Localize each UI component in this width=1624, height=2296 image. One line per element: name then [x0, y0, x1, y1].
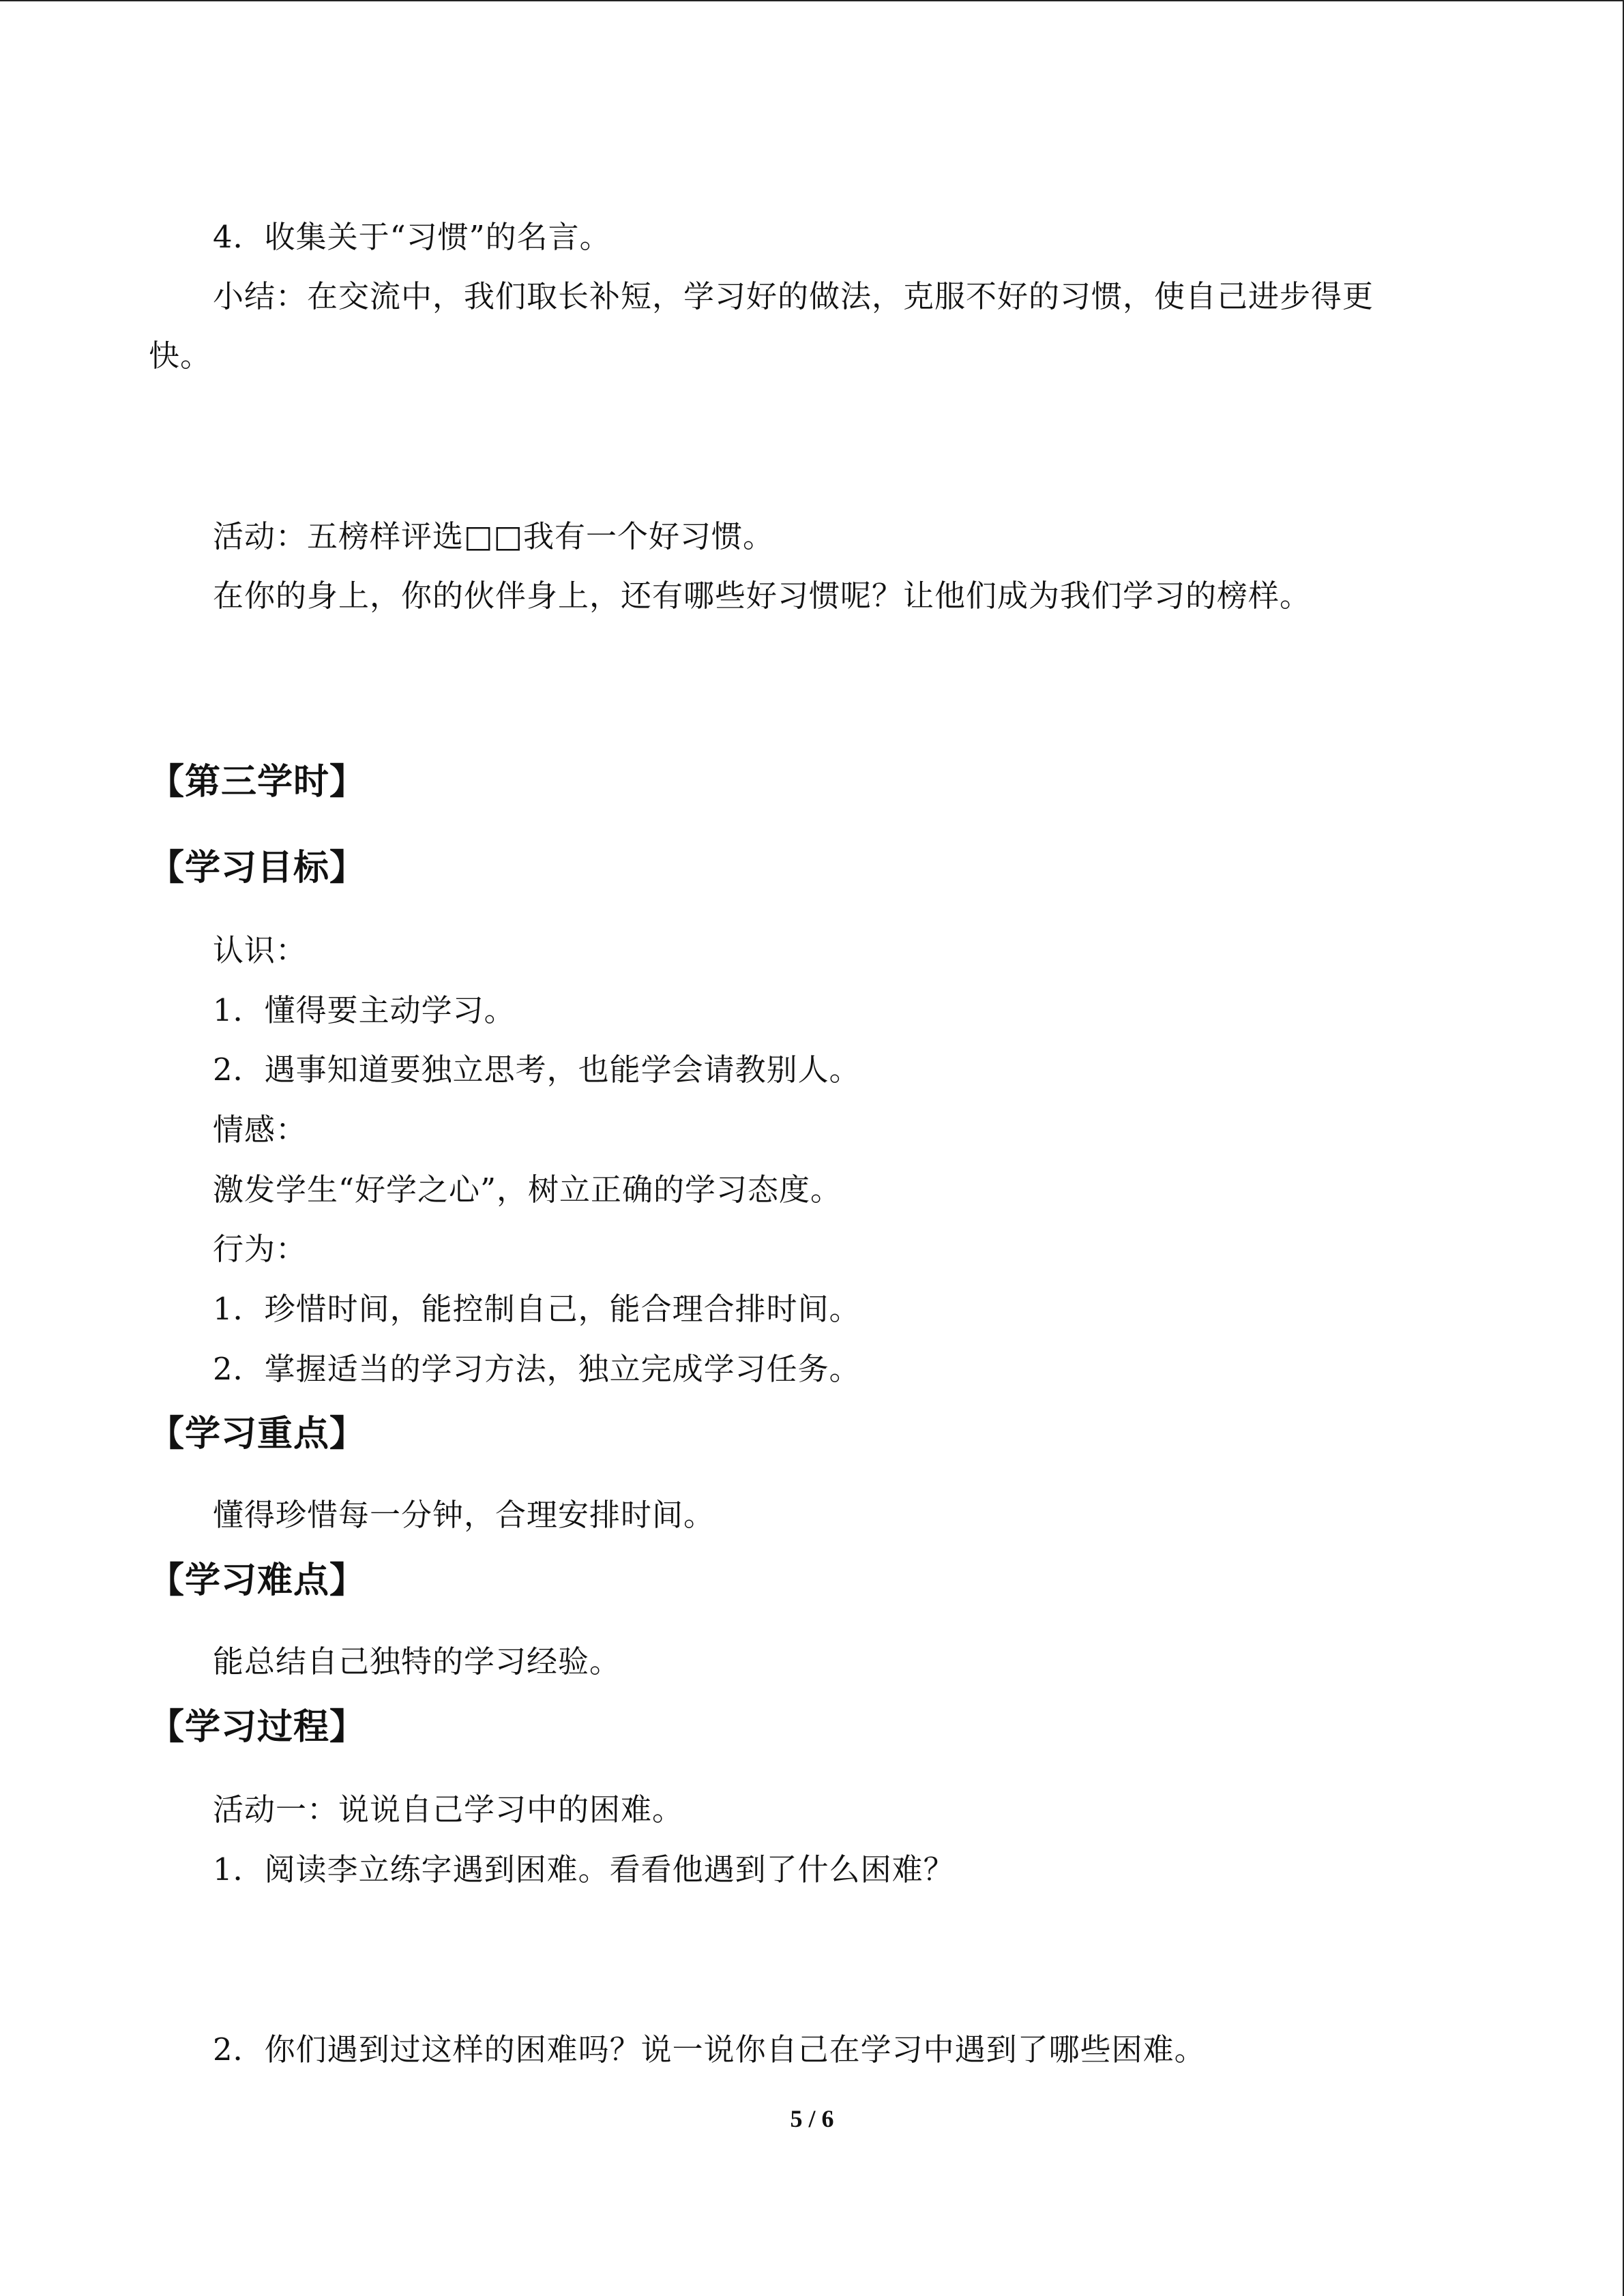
emotion-label: 情感： — [213, 1112, 308, 1148]
cognition-item-2: 2．遇事知道要独立思考，也能学会请教别人。 — [213, 1052, 861, 1088]
activity-title: 活动：五榜样评选□□我有一个好习惯。 — [213, 518, 775, 554]
key-points-text: 懂得珍惜每一分钟，合理安排时间。 — [213, 1497, 715, 1533]
process-heading: 【学习过程】 — [149, 1707, 366, 1748]
process-activity-1: 活动一：说说自己学习中的困难。 — [213, 1791, 684, 1828]
learning-goals-heading: 【学习目标】 — [149, 848, 366, 889]
summary-line-1: 小结：在交流中，我们取长补短，学习好的做法，克服不好的习惯，使自己进步得更 — [213, 278, 1374, 314]
activity-description: 在你的身上，你的伙伴身上，还有哪些好习惯呢？让他们成为我们学习的榜样。 — [213, 578, 1312, 614]
summary-line-2: 快。 — [149, 338, 212, 374]
process-step-2: 2．你们遇到过这样的困难吗？说一说你自己在学习中遇到了哪些困难。 — [213, 2031, 1206, 2068]
difficulties-heading: 【学习难点】 — [149, 1560, 366, 1601]
emotion-item-1: 激发学生“好学之心”，树立正确的学习态度。 — [213, 1172, 842, 1208]
key-points-heading: 【学习重点】 — [149, 1414, 366, 1455]
behavior-item-2: 2．掌握适当的学习方法，独立完成学习任务。 — [213, 1351, 861, 1387]
difficulties-text: 能总结自己独特的学习经验。 — [213, 1643, 621, 1680]
third-lesson-heading: 【第三学时】 — [149, 762, 366, 803]
page-number: 5 / 6 — [790, 2105, 834, 2132]
behavior-label: 行为： — [213, 1231, 308, 1267]
process-step-1: 1．阅读李立练字遇到困难。看看他遇到了什么困难？ — [213, 1851, 955, 1888]
collect-quotes-item: 4．收集关于“习惯”的名言。 — [213, 219, 611, 255]
behavior-item-1: 1．珍惜时间，能控制自己，能合理合排时间。 — [213, 1291, 861, 1327]
cognition-label: 认识： — [213, 932, 308, 968]
cognition-item-1: 1．懂得要主动学习。 — [213, 992, 516, 1028]
